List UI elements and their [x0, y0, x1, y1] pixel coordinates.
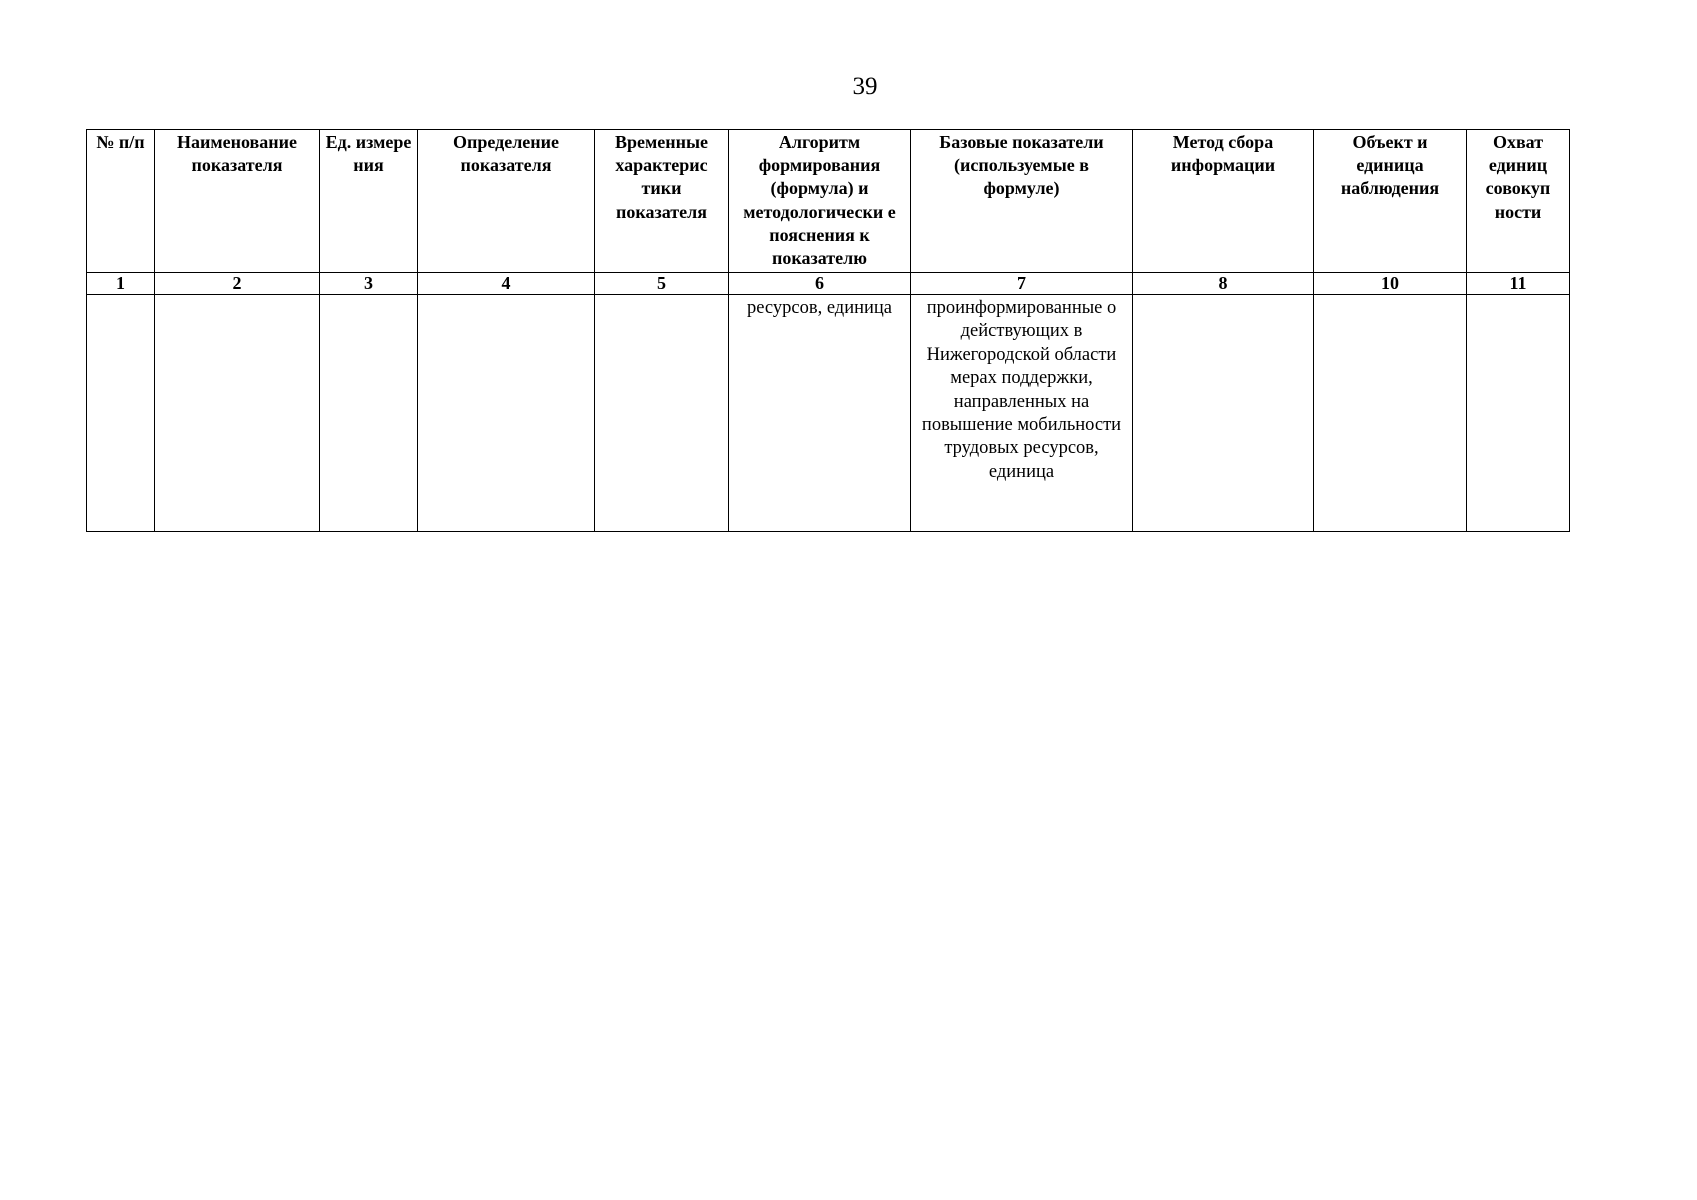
header-cell-indicator-name: Наименование показателя — [155, 130, 320, 273]
column-number-cell: 7 — [911, 273, 1133, 295]
header-cell-coverage: Охват единиц совокуп ности — [1467, 130, 1570, 273]
column-number-cell: 8 — [1133, 273, 1314, 295]
table-cell — [155, 295, 320, 532]
indicators-table — [86, 129, 1570, 532]
table-row — [87, 295, 1570, 532]
header-cell-base-indicators: Базовые показатели (используемые в формуле) — [911, 130, 1133, 273]
column-number-cell: 6 — [729, 273, 911, 295]
table-cell: ресурсов, единица — [729, 295, 911, 532]
table-cell — [1467, 295, 1570, 532]
header-cell-collection-method: Метод сбора информации — [1133, 130, 1314, 273]
column-number-row — [87, 273, 1570, 295]
header-cell-observation-object: Объект и единица наблюдения — [1314, 130, 1467, 273]
table-cell: проинформированные о действующих в Нижегородской области мерах поддержки, направленных на повышение мобильности трудовых ресурсов, единица — [911, 295, 1133, 532]
header-cell-number: № п/п — [87, 130, 155, 273]
table-cell — [320, 295, 418, 532]
column-number-cell: 5 — [595, 273, 729, 295]
column-number-cell: 1 — [87, 273, 155, 295]
table-cell — [595, 295, 729, 532]
header-cell-algorithm: Алгоритм формирования (формула) и методологически е пояснения к показателю — [729, 130, 911, 273]
column-number-cell: 3 — [320, 273, 418, 295]
header-cell-time-characteristics: Временные характерис тики показателя — [595, 130, 729, 273]
table-cell — [87, 295, 155, 532]
column-number-cell: 2 — [155, 273, 320, 295]
column-number-cell: 10 — [1314, 273, 1467, 295]
table-cell — [1314, 295, 1467, 532]
table-cell — [418, 295, 595, 532]
page-number: 39 — [852, 73, 878, 100]
table-header-row — [87, 130, 1570, 273]
header-cell-unit: Ед. измере ния — [320, 130, 418, 273]
header-cell-definition: Определение показателя — [418, 130, 595, 273]
column-number-cell: 4 — [418, 273, 595, 295]
column-number-cell: 11 — [1467, 273, 1570, 295]
table-cell — [1133, 295, 1314, 532]
